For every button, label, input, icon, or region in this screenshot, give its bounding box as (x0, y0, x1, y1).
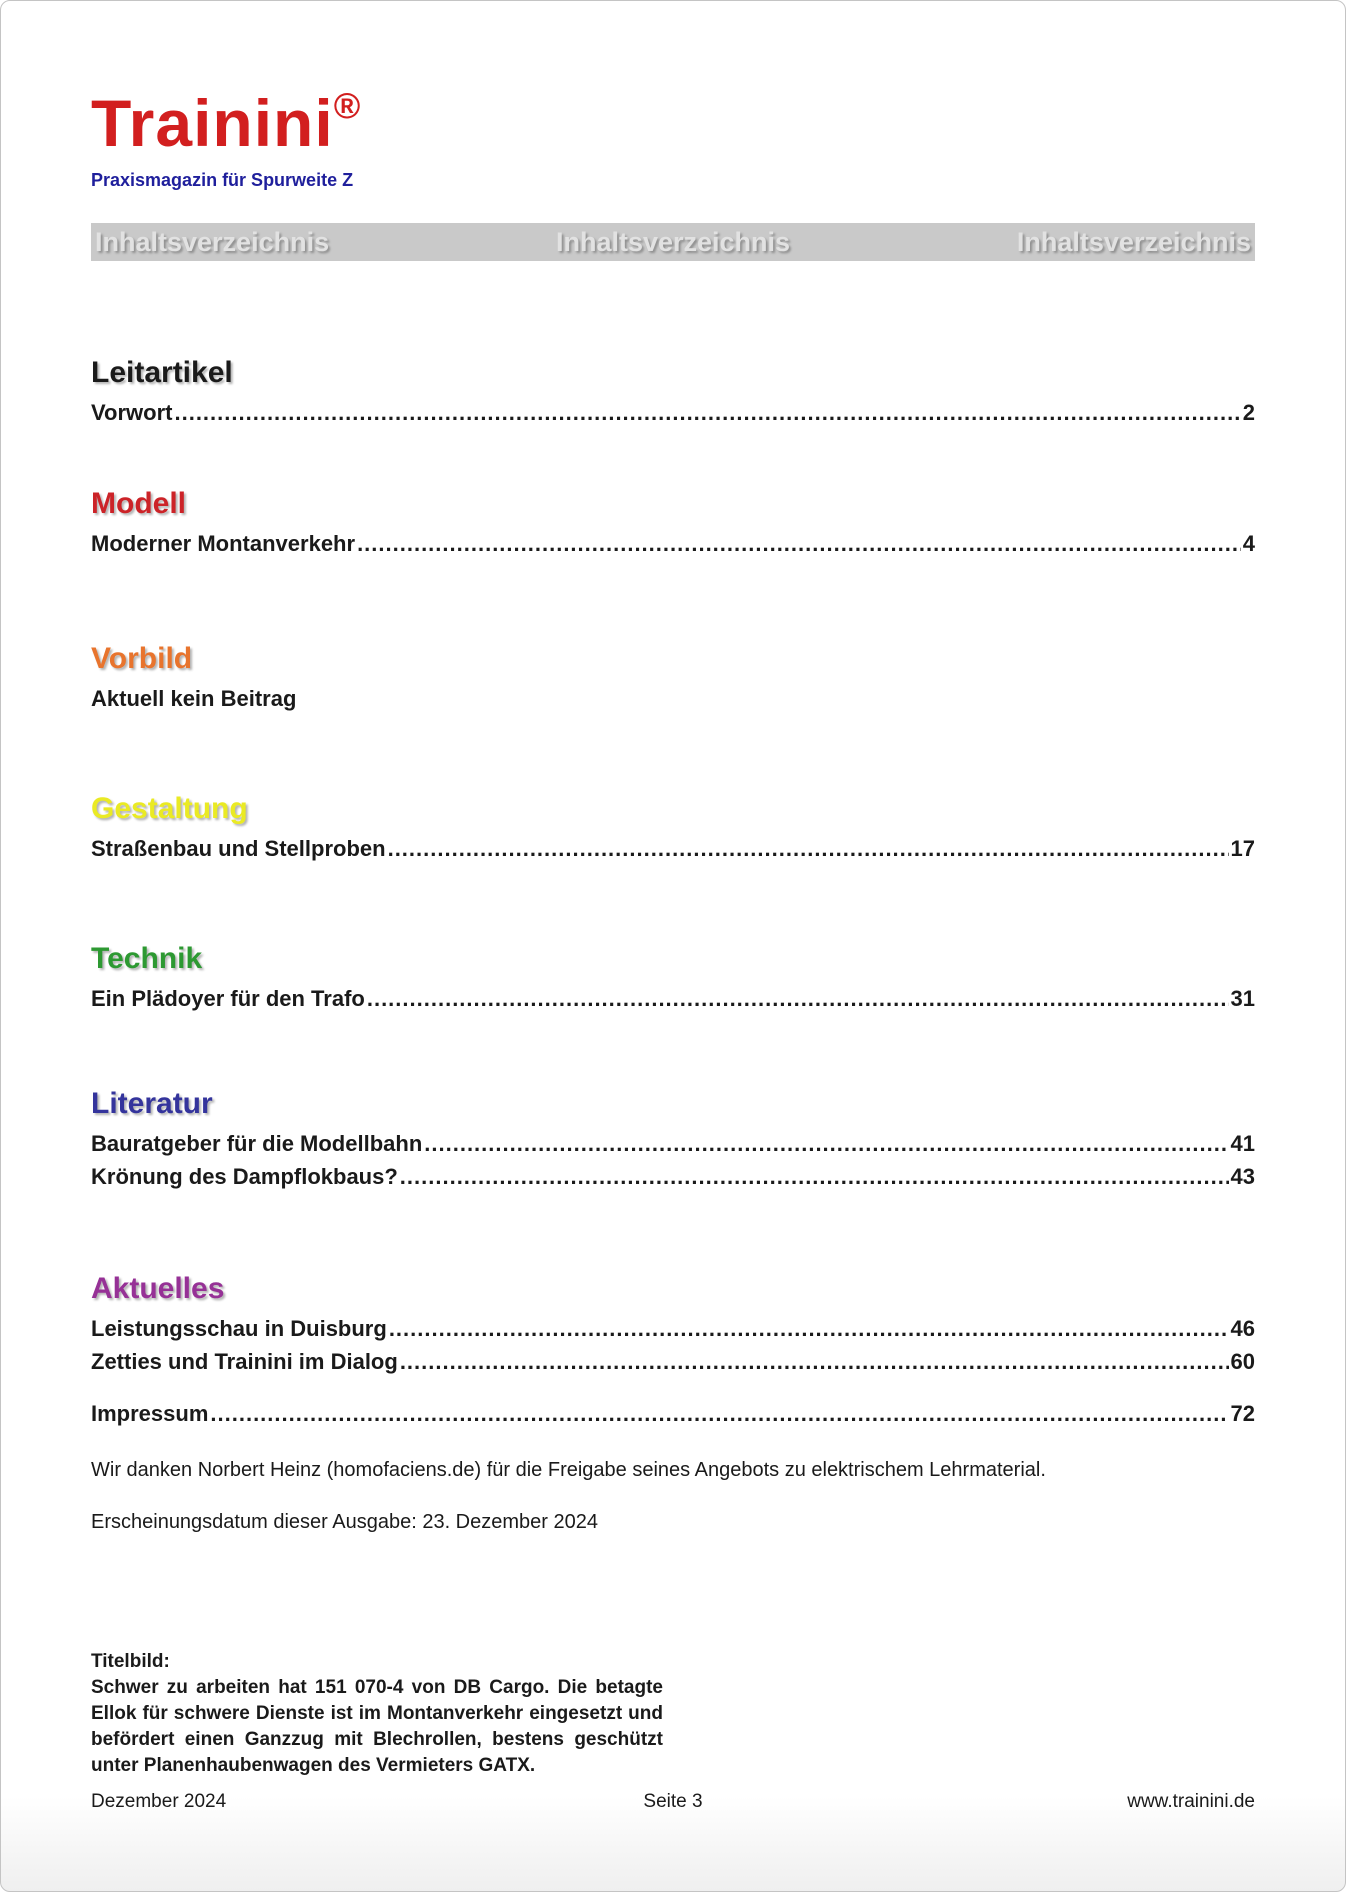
toc-section-vorbild (91, 640, 1255, 715)
header-bar (91, 223, 1255, 261)
toc-entry-title: Aktuell kein Beitrag (91, 686, 297, 711)
toc-entry-page-number: 72 (1230, 1401, 1255, 1426)
cover-caption-text: Schwer zu arbeiten hat 151 070-4 von DB Cargo. Die betagte Ellok für schwere Dienste ist im Montanverkehr eingesetzt und befördert einen Ganzzug mit Blechrollen, bestens geschützt unter Planenhaubenwagen des Vermieters GATX. (91, 1677, 663, 1776)
section-heading-gestaltung: Gestaltung (91, 792, 248, 825)
footer-website-link[interactable]: www.trainini.de (1127, 1791, 1255, 1812)
logo-text: Trainini (91, 86, 334, 160)
toc-entry-title: Ein Plädoyer für den Trafo (91, 986, 365, 1011)
toc-entry-page-number: 46 (1230, 1316, 1255, 1341)
toc-entry[interactable] (91, 1127, 1255, 1160)
toc-section-gestaltung (91, 790, 1255, 865)
registered-trademark-symbol: ® (333, 85, 362, 126)
toc-entry-title: Zetties und Trainini im Dialog (91, 1349, 398, 1374)
toc-entry-impressum[interactable] (91, 1397, 1255, 1430)
section-heading-modell: Modell (91, 487, 186, 520)
toc-entry-title: Leistungsschau in Duisburg (91, 1316, 387, 1341)
dot-leader (357, 527, 1241, 560)
toc-entry[interactable] (91, 1160, 1255, 1193)
section-heading-technik: Technik (91, 942, 203, 975)
cover-caption-label: Titelbild: (91, 1651, 170, 1672)
toc-entry[interactable] (91, 396, 1255, 429)
toc-entry-title: Impressum (91, 1401, 209, 1426)
toc-section-literatur (91, 1085, 1255, 1193)
toc-entry-page-number: 43 (1230, 1164, 1255, 1189)
header-bar-label-center: Inhaltsverzeichnis (555, 226, 791, 257)
toc-section-leitartikel (91, 354, 1255, 429)
toc-entry-title: Krönung des Dampflokbaus? (91, 1164, 398, 1189)
dot-leader (400, 1160, 1229, 1193)
section-heading-vorbild: Vorbild (91, 642, 193, 675)
toc-entry-page-number: 4 (1242, 531, 1255, 556)
dot-leader (210, 1397, 1228, 1430)
section-heading-aktuelles: Aktuelles (91, 1272, 225, 1305)
toc-entry[interactable] (91, 982, 1255, 1015)
toc-section-technik (91, 940, 1255, 1015)
toc-entry-page-number: 2 (1242, 400, 1255, 425)
dot-leader (400, 1345, 1229, 1378)
toc-entry-page-number: 31 (1230, 986, 1255, 1011)
toc-entry[interactable] (91, 527, 1255, 560)
toc-entry-page-number: 60 (1230, 1349, 1255, 1374)
magazine-logo (91, 71, 1255, 158)
toc-entry-title: Vorwort (91, 400, 173, 425)
publication-date-text: Erscheinungsdatum dieser Ausgabe: 23. Dezember 2024 (91, 1511, 598, 1533)
toc-entry-page-number: 41 (1230, 1131, 1255, 1156)
section-heading-leitartikel: Leitartikel (91, 356, 233, 389)
toc-entry[interactable] (91, 1312, 1255, 1345)
header-bar-label-left: Inhaltsverzeichnis (95, 226, 330, 257)
toc-entry-page-number: 17 (1230, 836, 1255, 861)
page-footer (91, 1791, 1255, 1813)
cover-caption (91, 1649, 663, 1779)
toc-entry[interactable] (91, 1345, 1255, 1378)
dot-leader (367, 982, 1229, 1015)
toc-entry-title: Moderner Montanverkehr (91, 531, 356, 556)
toc-entry-no-article (91, 682, 1255, 715)
dot-leader (174, 396, 1240, 429)
toc-entry-title: Bauratgeber für die Modellbahn (91, 1131, 423, 1156)
toc-section-aktuelles (91, 1270, 1255, 1378)
footer-page-number: Seite 3 (643, 1791, 703, 1812)
dot-leader (424, 1127, 1228, 1160)
acknowledgement-text: Wir danken Norbert Heinz (homofaciens.de) für die Freigabe seines Angebots zu elektrischem Lehrmaterial. (91, 1459, 1046, 1481)
dot-leader (388, 832, 1229, 865)
toc-entry-title: Straßenbau und Stellproben (91, 836, 386, 861)
toc-section-modell (91, 485, 1255, 560)
section-heading-literatur: Literatur (91, 1087, 213, 1120)
toc-entry[interactable] (91, 832, 1255, 865)
header-bar-label-right: Inhaltsverzeichnis (1016, 226, 1251, 257)
footer-issue-date: Dezember 2024 (91, 1791, 227, 1812)
dot-leader (389, 1312, 1229, 1345)
magazine-subtitle: Praxismagazin für Spurweite Z (91, 170, 354, 190)
